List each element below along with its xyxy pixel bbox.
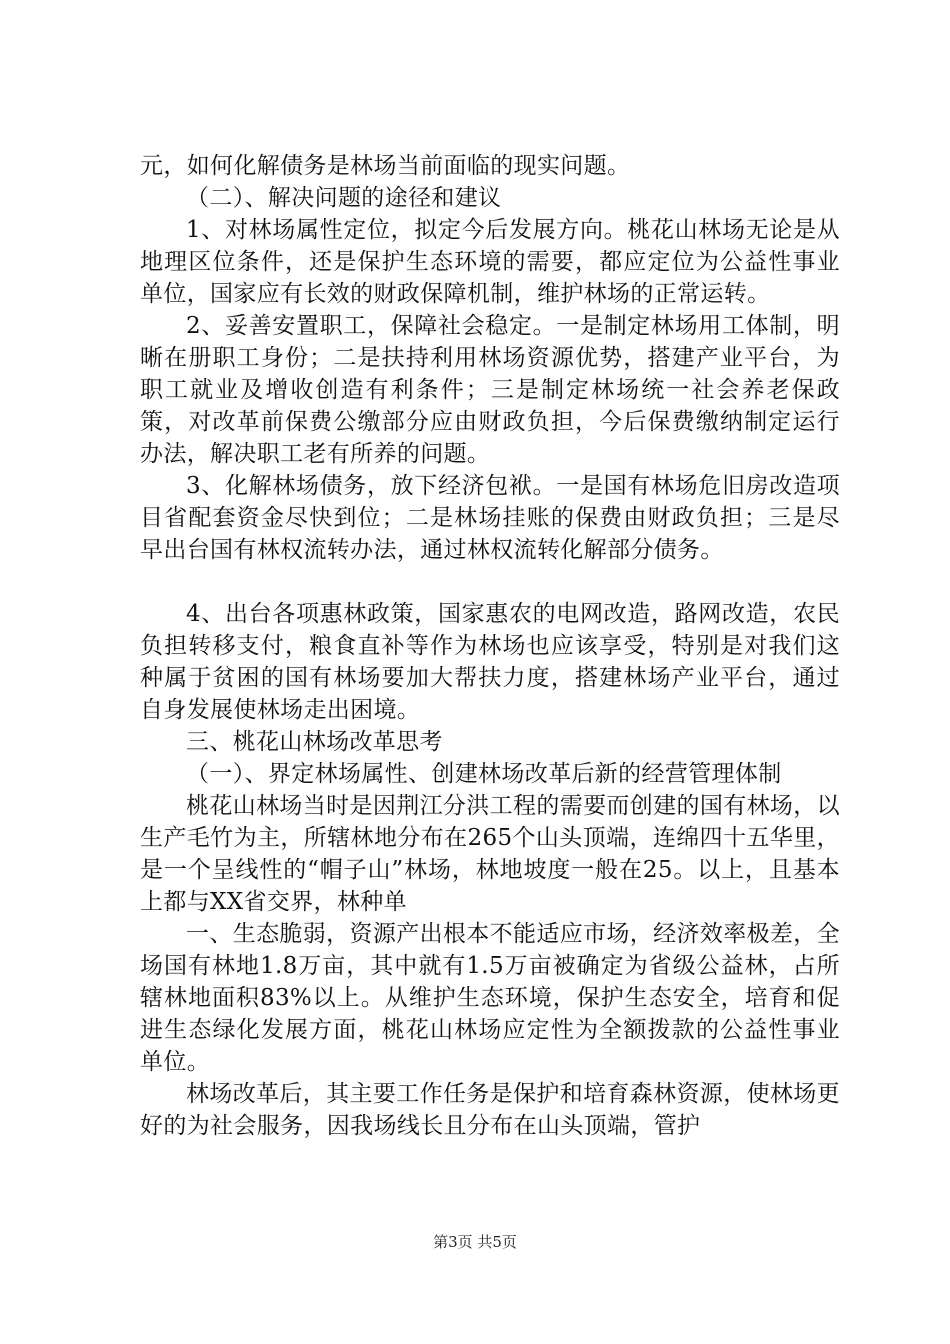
paragraph-ecology-fragile: 一、生态脆弱，资源产出根本不能适应市场，经济效率极差，全场国有林地1.8万亩，其中就有1.5万亩被确定为省级公益林，占所辖林地面积83%以上。从维护生态环境，保护生态安全，培育和促进生态绿化发展方面，桃花山林场应定性为全额拨款的公益性事业单位。 xyxy=(140,921,840,1075)
paragraph-post-reform-tasks: 林场改革后，其主要工作任务是保护和培育森林资源，使林场更好的为社会服务，因我场线长且分布在山头顶端，管护 xyxy=(140,1081,840,1139)
paragraph-debt-continuation: 元，如何化解债务是林场当前面临的现实问题。 xyxy=(140,153,631,179)
paragraph-suggestion-4: 4、出台各项惠林政策，国家惠农的电网改造，路网改造，农民负担转移支付，粮食直补等作为林场也应该享受，特别是对我们这种属于贫困的国有林场要加大帮扶力度，搭建林场产业平台，通过自身发展使林场走出困境。 xyxy=(140,601,840,723)
page-footer xyxy=(0,1232,950,1252)
subsection-heading-define-attributes: （一）、界定林场属性、创建林场改革后新的经营管理体制 xyxy=(186,761,782,787)
page-number-label: 第3页 共5页 xyxy=(433,1233,517,1251)
paragraph-suggestion-2: 2、妥善安置职工，保障社会稳定。一是制定林场用工体制，明晰在册职工身份；二是扶持利用林场资源优势，搭建产业平台，为职工就业及增收创造有利条件；三是制定林场统一社会养老保政策，对改革前保费公缴部分应由财政负担，今后保费缴纳制定运行办法，解决职工老有所养的问题。 xyxy=(140,313,840,467)
section-heading-solutions: （二）、解决问题的途径和建议 xyxy=(186,185,502,211)
paragraph-suggestion-1: 1、对林场属性定位，拟定今后发展方向。桃花山林场无论是从地理区位条件，还是保护生态环境的需要，都应定位为公益性事业单位，国家应有长效的财政保障机制，维护林场的正常运转。 xyxy=(140,217,840,307)
paragraph-forest-farm-history: 桃花山林场当时是因荆江分洪工程的需要而创建的国有林场，以生产毛竹为主，所辖林地分布在265个山头顶端，连绵四十五华里，是一个呈线性的“帽子山”林场，林地坡度一般在25。以上，且基本上都与XX省交界，林种单 xyxy=(140,793,840,915)
section-heading-reform-thoughts: 三、桃花山林场改革思考 xyxy=(186,729,443,755)
document-body xyxy=(140,150,840,1142)
paragraph-suggestion-3: 3、化解林场债务，放下经济包袱。一是国有林场危旧房改造项目省配套资金尽快到位；二是林场挂账的保费由财政负担；三是尽早出台国有林权流转办法，通过林权流转化解部分债务。 xyxy=(140,473,840,563)
